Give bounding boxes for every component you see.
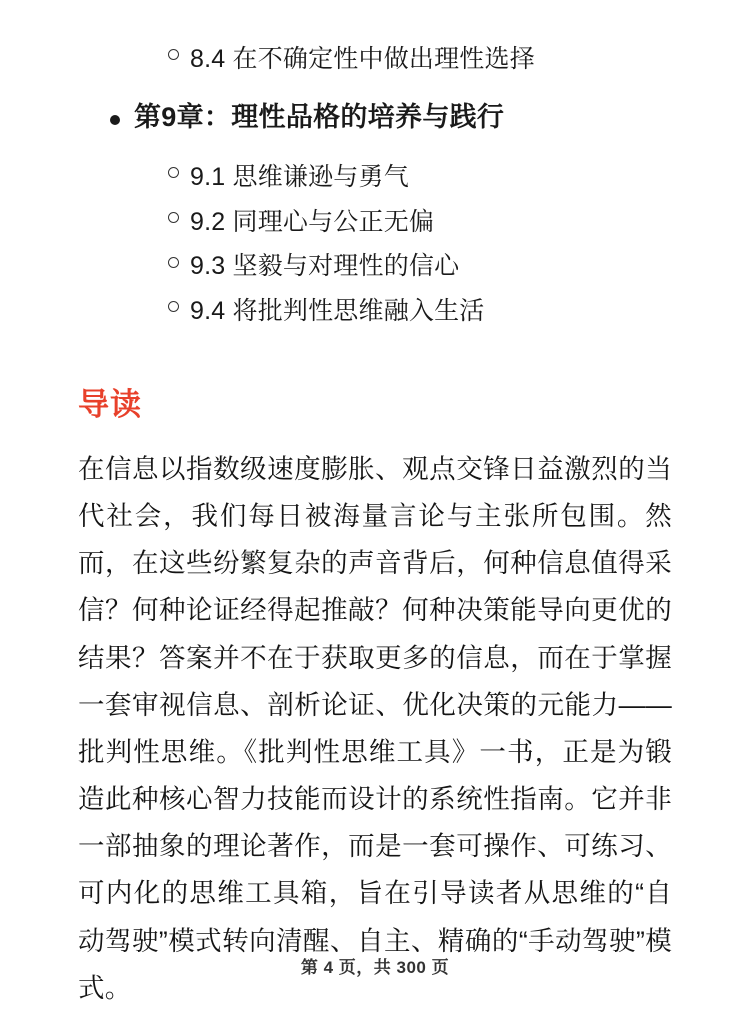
- toc-item-label: 第9章：理性品格的培养与践行: [134, 101, 505, 132]
- circle-hollow-bullet-icon: [168, 247, 190, 277]
- toc-item-label: 8.4 在不确定性中做出理性选择: [190, 45, 535, 73]
- circle-hollow-bullet-icon: [168, 292, 190, 322]
- toc-item-label: 9.3 坚毅与对理性的信心: [190, 252, 460, 281]
- toc-item-9-1[interactable]: [60, 158, 690, 197]
- toc-item-9-4[interactable]: [60, 292, 690, 331]
- circle-hollow-bullet-icon: [168, 158, 190, 188]
- table-of-contents: [60, 40, 690, 331]
- toc-item-label: 9.1 思维谦逊与勇气: [190, 162, 409, 191]
- toc-item-9-2[interactable]: [60, 203, 690, 242]
- circle-hollow-bullet-icon: [168, 40, 190, 70]
- toc-item-label: 9.4 将批判性思维融入生活: [190, 297, 485, 326]
- toc-item-chapter-9[interactable]: [60, 97, 690, 140]
- toc-item-9-3[interactable]: [60, 247, 690, 286]
- circle-hollow-bullet-icon: [168, 203, 190, 233]
- circle-filled-bullet-icon: [110, 97, 134, 140]
- toc-item-8-4[interactable]: [60, 40, 690, 79]
- section-heading: 导读: [78, 386, 142, 422]
- section-paragraph: 在信息以指数级速度膨胀、观点交锋日益激烈的当代社会，我们每日被海量言论与主张所包围。然而，在这些纷繁复杂的声音背后，何种信息值得采信？何种论证经得起推敲？何种决策能导向更优的结果？答案并不在于获取更多的信息，而在于掌握一套审视信息、剖析论证、优化决策的元能力——批判性思维。《批判性思维工具》一书，正是为锻造此种核心智力技能而设计的系统性指南。它并非一部抽象的理论著作，而是一套可操作、可练习、可内化的思维工具箱，旨在引导读者从思维的“自动驾驶”模式转向清醒、自主、精确的“手动驾驶”模式。: [78, 453, 672, 1003]
- page-footer: 第 4 页，共 300 页: [300, 958, 450, 977]
- toc-item-label: 9.2 同理心与公正无偏: [190, 207, 435, 236]
